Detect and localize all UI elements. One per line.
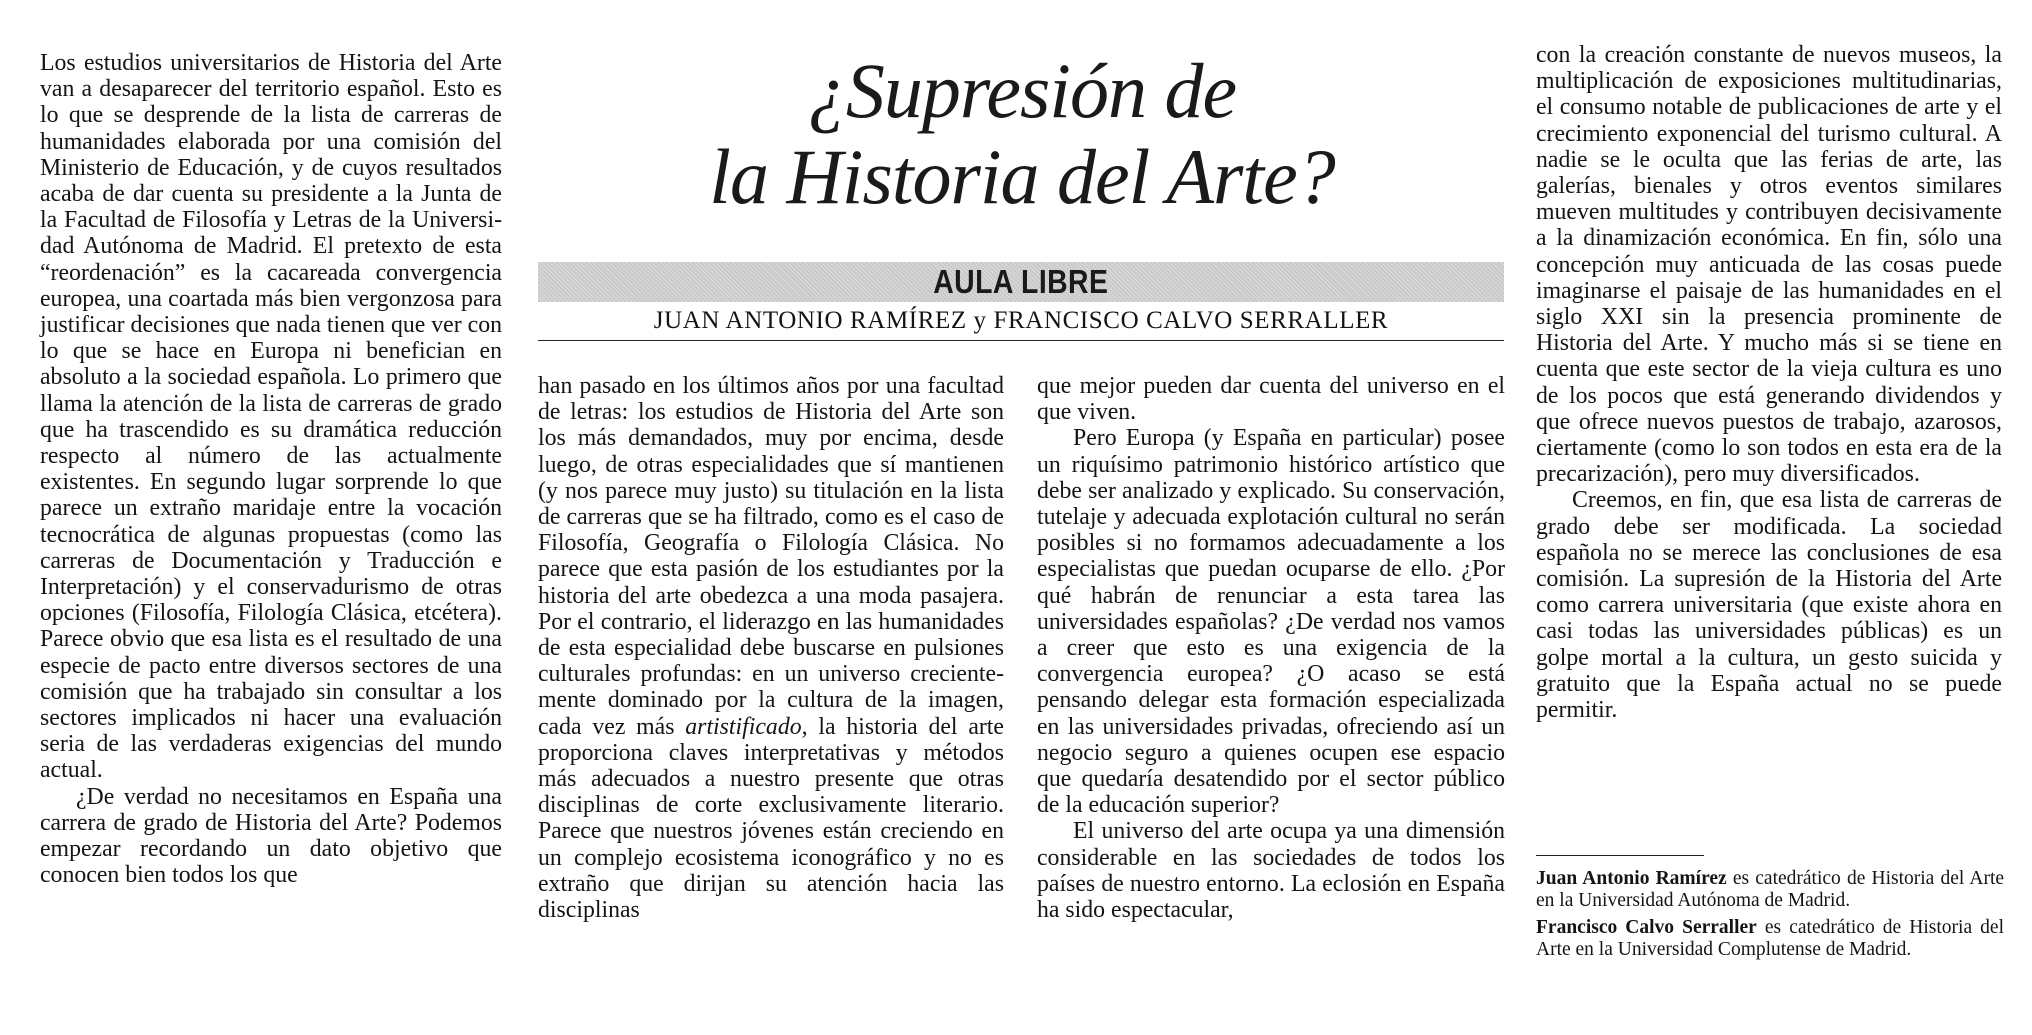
byline: JUAN ANTONIO RAMÍREZ y FRANCISCO CALVO SERRALLER bbox=[653, 307, 1389, 334]
section-label: AULA LIBRE bbox=[933, 263, 1109, 300]
article-column-1 bbox=[40, 50, 502, 889]
headline-line-1: ¿Supresión de bbox=[807, 47, 1237, 134]
column-4-paragraph-2: Creemos, en fin, que esa lista de carreras de grado debe ser modificada. La sociedad española no se merece las conclusiones de esa comisión. La supresión de la Historia del Arte como carrera universitaria (que existe ahora en casi todas las universidades públicas) es un golpe mortal a la cultura, un gesto suicida y gratuito que la España actual no se puede permitir. bbox=[1536, 487, 2002, 724]
column-3-paragraph-1: que mejor pueden dar cuenta del universo en el que viven. bbox=[1037, 373, 1505, 426]
author-bio-2 bbox=[1536, 917, 2004, 961]
author-bios bbox=[1536, 868, 2004, 966]
headline bbox=[540, 48, 1504, 220]
article-column-2 bbox=[538, 373, 1004, 923]
column-1-paragraph-1: Los estudios universitarios de Historia del Arte van a desaparecer del territorio español. Esto es lo que se desprende de la lista de carreras de humanidades elaborada por una comisión del Ministerio de Educación, y de cuyos resultados acaba de dar cuenta su presidente a la Junta de la Facultad de Filosofía y Letras de la Universidad Autónoma de Madrid. El pretexto de esta “reordenación” es la cacareada convergencia europea, una coartada más bien vergonzosa para justificar decisiones que nada tienen que ver con lo que se hace en Europa ni benefician en absoluto a la sociedad española. Lo primero que llama la atención de la lista de carreras de grado que ha trascendido es su dramática reducción respecto al número de las actualmente existentes. En segundo lugar sorprende lo que parece un extraño maridaje entre la vocación tecnocrática de algunas propuestas (como las carreras de Documentación y Traducción e Interpretación) y el conservadurismo de otras opciones (Filosofía, Filología Clásica, etcétera). Parece obvio que esa lista es el resultado de una especie de pacto entre diversos sectores de una comisión que ha trabajado sin consultar a los sectores implicados ni hacer una evaluación seria de las verdaderas exigencias del mundo actual. bbox=[40, 50, 502, 784]
section-banner bbox=[538, 262, 1504, 302]
byline-divider bbox=[538, 340, 1504, 341]
column-2-paragraph-1 bbox=[538, 373, 1004, 923]
article-column-4 bbox=[1536, 42, 2002, 723]
bio-divider bbox=[1536, 855, 1704, 856]
headline-line-2: la Historia del Arte? bbox=[709, 133, 1335, 220]
column-3-paragraph-3: El universo del arte ocupa ya una dimensión considerable en las sociedades de todos los países de nuestro entorno. La eclosión en España ha sido espectacular, bbox=[1037, 818, 1505, 924]
author-bio-1 bbox=[1536, 868, 2004, 912]
author-bio-2-name: Francisco Calvo Serraller bbox=[1536, 917, 1757, 938]
column-2-text-b: la historia del arte proporciona claves interpretativas y métodos más adecuados a nuestro presente que otras disciplinas de corte exclusivamente literario. Parece que nuestros jóvenes están creciendo en un complejo ecosistema iconográfico y no es extraño que dirijan su atención hacia las disciplinas bbox=[538, 713, 1004, 924]
column-2-text-a: han pasado en los últimos años por una facultad de letras: los estudios de Historia del Arte son los más demandados, muy por encima, desde luego, de otras especialidades que sí mantienen (y nos parece muy justo) su titulación en la lista de carreras que se ha filtrado, como es el caso de Filosofía, Geografía o Filología Clásica. No parece que esta pasión de los estudiantes por la historia del arte obedezca a una moda pasajera. Por el contrario, el liderazgo en las humanidades de esta especialidad debe buscarse en pulsiones culturales profundas: en un universo crecientemente dominado por la cultura de la imagen, cada vez más bbox=[538, 373, 1004, 740]
column-3-paragraph-2: Pero Europa (y España en particular) posee un riquísimo patrimonio histórico artístico que debe ser analizado y explicado. Su conservación, tutelaje y adecuada explotación cultural no serán posibles si no formamos adecuadamente a los especialistas que puedan ocuparse de ello. ¿Por qué habrán de renunciar a esta tarea las universidades españolas? ¿De verdad nos vamos a creer que esto es una exigencia de la convergencia europea? ¿O acaso se está pensando delegar esta formación especializada en las universidades privadas, ofreciendo así un negocio seguro a quienes ocupen ese espacio que quedaría desatendido por el sector público de la educación superior? bbox=[1037, 425, 1505, 819]
author-bio-2-text: es catedrático de Historia del Arte en la Universidad Complutense de Madrid. bbox=[1536, 917, 2004, 960]
author-bio-1-name: Juan Antonio Ramírez bbox=[1536, 868, 1727, 889]
column-4-paragraph-1: con la creación constante de nuevos museos, la multiplicación de exposiciones multitudinarias, el consumo notable de publicaciones de arte y el crecimiento exponencial del turismo cultural. A nadie se le oculta que las ferias de arte, las galerías, bienales y otros eventos similares mueven multitudes y contribuyen decisivamente a la dinamización económica. En fin, sólo una concepción muy anticuada de las cosas puede imaginarse el paisaje de las humanidades en el siglo XXI sin la presencia prominente de Historia del Arte. Y mucho más si se tiene en cuenta que este sector de la vieja cultura es uno de los pocos que está generando dividendos y que ofrece nuevos puestos de trabajo, azarosos, ciertamente (como lo son todos en esta era de la precarización), pero muy diversificados. bbox=[1536, 42, 2002, 488]
column-2-emphasis: artistificado, bbox=[685, 713, 808, 740]
article-column-3 bbox=[1037, 373, 1505, 923]
column-1-paragraph-2: ¿De verdad no necesitamos en España una carrera de grado de Historia del Arte? Podemos empezar recordando un dato objetivo que conocen bien todos los que bbox=[40, 783, 502, 889]
author-bio-1-text: es catedrático de Historia del Arte en la Universidad Autónoma de Madrid. bbox=[1536, 868, 2005, 911]
